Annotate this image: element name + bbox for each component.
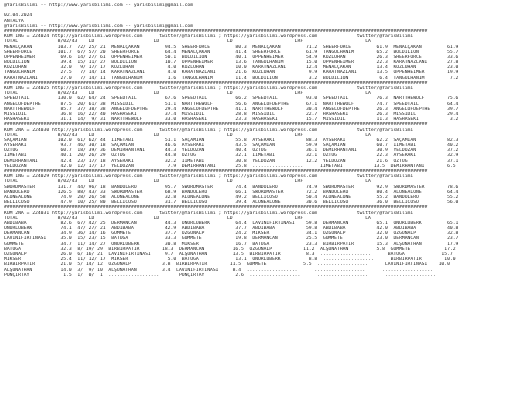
document-line: BİRBİRPATİR 21.0 5/ 14/ 12 ÖZGÜNALP 3.8 BİRBİRPATİR 11.5 GÜMMETE 5.5 .................. LAVİNİFİRTINASI 10.0 — [4, 262, 450, 268]
document-line: ###################################################################################################################################################### — [4, 28, 428, 34]
document-line: KUM 2NA = 224031 http://yarisbilimi.wordpress.com twitter/@YarisBilimi ; https://yarisbilimi.wordpress.com twitter/@YarisBilimi — [4, 210, 414, 216]
document-line: SAÇAMİAN 102.0 61/ 62/ 44 İİMETABİ 51.1 SAÇAMİAN 55.8 AYSERAKİ 88.3 AYSERAKİ 62.2 SAÇAMİAN 82.3 — [4, 137, 459, 143]
document-line: SPEEDTAIL 130.0 62/ 64/ 24 SPEEDTAIL 67.6 SPEEDTAIL 66.2 SPEEDTAIL 93.0 SPEEDTAIL 76.3 NARTTHEWOLF 75.6 — [4, 96, 459, 102]
document-line: 02.04.2024 — [4, 13, 33, 19]
document-line: MISSIDİL 36.8 16/ 22/ 40 HASHASEKİ 37.4 MISSIDİL 28.8 MISSIDİL 22.7 HASHASEKİ 26.3 MISSIDİL 29.4 — [4, 111, 459, 117]
document-line: TOTAL 8/02/43 LD LD LD LRF LA — [4, 179, 371, 185]
document-line: @YarisBilimi -- http://www.yarisbilimi.com -- yarisbilimi@gmail.com — [4, 3, 194, 8]
document-line: İİMETABİ 40.1 20/ 26/ 29 ÖZTUĞ 44.8 ÖZTUĞ 32.1 İİMETABİ 32.1 ÖZTUĞ 22.3 AYSERAKİ 32.9 — [4, 153, 459, 159]
document-line: @YarisBilimi -- http://www.yarisbilimi.com -- yarisbilimi@gmail.com — [4, 23, 194, 29]
document-line: ###################################################################################################################################################### — [4, 205, 428, 211]
document-line: ÖZGÜNALP 26.0 6/ 16/ 21 LAVİNİFİRTINASI 9.7 ALŞUNATHAN 13.5 BİRBİRPATİR 8.3 .................. BATUGA 15.7 — [4, 252, 453, 257]
document-line: ÖZTUĞ 60.7 18/ 39/ 36 DEMİRHANTANI 44.3 YELDOZAN 40.4 ÖZTUĞ 36.1 DEMİRHANTANI 30.9 YELDOZAN 37.2 — [4, 148, 459, 154]
document-line: BATUGA 32.3 8/ 19/ 29 BİRBİRPATİR 18.3 DERMANCAN 16.5 ÖZGÜNALP 11.2 ALŞUNATHAN 5.8 GÜMMETE 17.2 — [4, 246, 456, 252]
document-line: DEMİRHANTANI 42.4 23/ 17/ 18 AYSERAKİ 32.2 İİMETABİ 30.8 YELDOZAN 12.2 YELDOZAN 21.6 ÖZTUĞ 37.1 — [4, 158, 459, 164]
document-line: BANDOLERO 126.5 88/ 43/ 33 SWORDMASTER 68.9 BANDOLERO 66.1 SWORDMASTER 72.2 BANDOLERO 80.4 ALONEALONE 64.4 — [4, 189, 459, 195]
document-line: OPPENHEIMER 69.6 14/ 27/ 61 OPPENHEIMER 50.1 BOLDILION 40.1 OPPENHEIMER 54.9 KOZLUHAN 26.3 SHEERFORCE 33.6 — [4, 54, 459, 60]
document-line: KUM 1NG = 224029 http://yarisbilimi.wordpress.com twitter/@YarisBilimi ; https://yarisbilimi.wordpress.com twitter/@YarisBilimi — [4, 174, 414, 180]
document-line: ANGELOFDEPTHE 87.5 20/ 61/ 38 MISSIDİL 51.1 NARTTHEWOLF 56.6 ANGELOFDEPTHE 67.1 NARTTHEWOLF 74.7 SPEEDTAIL 64.4 — [4, 101, 459, 107]
document-line: ###################################################################################################################################################### — [4, 122, 428, 128]
document-line: KUM 2NA = 224030 http://yarisbilimi.wordpress.com twitter/@YarisBilimi ; https://yarisbilimi.wordpress.com twitter/@YarisBilimi — [4, 127, 414, 133]
document-line: ALŞUNATHAN 14.0 3/ 9/ 10 ALŞUNATHAN 3.4 LAVİNİFİRTINASI 8.4 .................. .................. .................. — [4, 267, 433, 273]
document-line: DERMANCAN 34.9 36/ 14/ 16 GÜMMETE 37.7 ÖZGÜNALP 24.2 MİKSER 34.1 ÖZGÜNALP 32.0 ÖZGÜNALP 32.8 — [4, 231, 459, 237]
document-line: KUM 1NG = 224024 http://yarisbilimi.wordpress.com twitter/@YarisBilimi ; https://yarisbilimi.wordpress.com twitter/@YarisBilimi — [4, 34, 414, 40]
document-line: ABDİBABA 82.6 67/ 42/ 25 DERMANCAN 44.3 ONURLUBERK 64.4 LAVİNİFİRTINASI 59.8 DERMANCAN 65.1 ONURLUBERK 65.1 — [4, 220, 459, 226]
document-line: PONÇİRTAY 1.5 1/ 0/ 1 .................. PONÇİRTAY 2.6 .................. .................. .................. — [4, 272, 436, 278]
document-line: HASHASEKİ 31.1 14/ 9/ 31 NARTTHEWOLF 33.0 HASHASEKİ 23.3 HASHASEKİ 15.7 MISSIDİL 11.3 HASHASEKİ 3.2 — [4, 117, 459, 123]
document-line: MİKSER 25.4 11/ 12/ 17 MİKSER 5.0 BATUGA 13.1 ONURLUBERK 8.8 .................. BİRBİRPATİR 10.0 — [4, 257, 456, 263]
document-line: ALONEALONE 74.9 28/ 26/ 58 ALONEALONE 32.8 ALONEALONE 49.2 BELLICOSO 50.4 ALONEALONE 55.2 BANDOLERO 55.2 — [4, 194, 459, 200]
document-line: MENALÇAKAN 103.7 72/ 25/ 21 MENALÇAKAN 94.5 SHEERFORCE 80.3 MENALÇAKAN 71.2 SHEERFORCE 61.9 MENALÇAKAN 61.9 — [4, 44, 459, 50]
document-line: LAVİNİFİRTINASI 35.0 15/ 23/ 15 BATUGA 33.3 GÜMMETE 19.8 DERMANCAN 25.5 GÜMMETE 23.0 DERMANCAN 23.7 — [4, 236, 459, 242]
document-line: ANTALYA — [4, 18, 24, 24]
document-line: GÜMMETE 34.7 11/ 14/ 27 ONURLUBERK 30.8 MİKSER 16.7 BATUGA 23.3 BİRBİRPATİR 15.3 ALŞUNATHAN 17.9 — [4, 241, 459, 247]
document-line: ###################################################################################################################################################### — [4, 169, 428, 174]
document-line: TOTAL 8/02/43 LD LD LD LRF LA — [4, 39, 371, 45]
document-line: ONURLUBERK 74.1 47/ 27/ 21 ABDİBABA 42.9 ABDİBABA 37.7 ABDİBABA 59.8 ABDİBABA 42.0 ABDİBABA 40.8 — [4, 226, 459, 232]
document-line: SHEERFORCE 101.7 67/ 57/ 20 SHEERFORCE 64.4 MENALÇAKAN 41.4 SHEERFORCE 61.9 TANGÜLHANIM 65.2 BOLDILION 55.7 — [4, 49, 459, 55]
document-line: TOTAL 8/02/43 LD LD LD LRF LA — [4, 132, 371, 138]
document-line: KARATNAZLANI 27.0 7/ 14/ 11 TANGÜLHANIM 1.6 TANGÜLHANIM 11.4 BOLDILION 3.2 BOLDILION 6.4 TANGÜLHANIM 7.2 — [4, 75, 459, 81]
document-line: KOZLUHAN 32.0 9/ 17/ 17 KOZLUHAN 4.0 KOZLUHAN 10.0 KARATNAZLANI 12.4 MENALÇAKAN 13.4 KOZLUHAN 23.0 — [4, 65, 459, 71]
document-line: AYSERAKİ 93.7 46/ 30/ 18 SAÇAMİAN 46.6 AYSERAKİ 43.5 SAÇAMİAN 59.9 SAÇAMİAN 60.7 İİMETABİ 40.2 — [4, 143, 459, 149]
document-line: TOTAL 8/02/43 LD LD LD LRF LA — [4, 215, 371, 221]
document-line: TOTAL 8/02/43 LD LD LD LRF LA — [4, 91, 371, 97]
document-line: TANGÜLHANIM 27.5 7/ 14/ 14 KARATNAZLANI 4.0 KARATNAZLANI 21.6 KOZLUHAN 9.9 KARATNAZLANI 13.5 OPPENHEIMER 19.9 — [4, 70, 459, 76]
document-line: NARTTHEWOLF 85.7 37/ 38/ 38 ANGELOFDEPTHE 29.4 ANGELOFDEPTHE 41.1 NARTTHEWOLF 30.4 ANGELOFDEPTHE 26.3 ANGELOFDEPTHE 39.7 — [4, 106, 459, 112]
document-line: SWORDMASTER 131.7 44/ 96/ 18 BANDOLERO 95.7 SWORDMASTER 74.4 BANDOLERO 74.9 SWORDMASTER 92.9 SWORDMASTER 78.6 — [4, 184, 459, 190]
document-line: BOLDILION 39.4 15/ 11/ 27 BOLDILION 10.7 OPPENHEIMER 13.6 TANGÜLHANIM 15.0 OPPENHEIMER 22.3 KARATNAZLANI 27.8 — [4, 60, 459, 66]
document-line: BELLICOSO 47.9 10/ 25/ 80 BELLICOSO 31.7 BELLICOSO 39.4 ALONEALONE 30.6 BELLICOSO 36.0 BELLICOSO 56.0 — [4, 200, 459, 206]
document-line: ###################################################################################################################################################### — [4, 80, 428, 86]
document-line: KUM 1NG = 224025 http://yarisbilimi.wordpress.com twitter/@YarisBilimi ; https://yarisbilimi.wordpress.com twitter/@YarisBilimi — [4, 86, 414, 91]
document-line: YELDOZAN 42.0 12/ 17/ 17 YELDOZAN 7.9 DEMİRHANTANI 25.8 .................. İİMETABİ 13.5 DEMİRHANTANI 6.5 — [4, 163, 456, 169]
